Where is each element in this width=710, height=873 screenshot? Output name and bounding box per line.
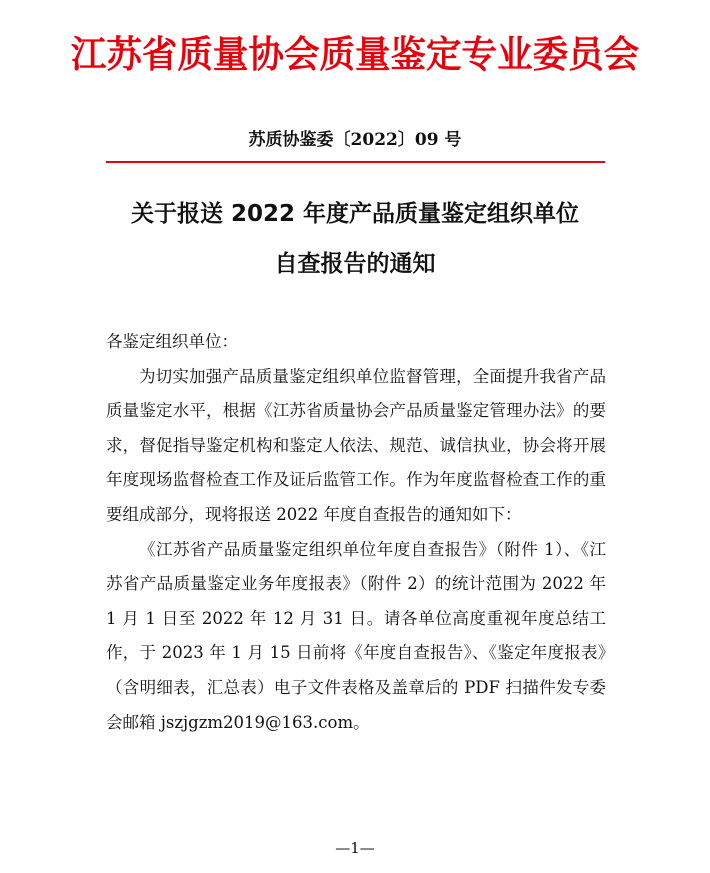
organization-header: 江苏省质量协会质量鉴定专业委员会 bbox=[70, 33, 640, 76]
document-title-line-1: 关于报送 2022 年度产品质量鉴定组织单位 bbox=[130, 201, 580, 227]
document-number: 苏质协鉴委〔2022〕09 号 bbox=[248, 130, 462, 150]
document-title bbox=[0, 189, 710, 289]
red-divider-line bbox=[106, 161, 605, 163]
document-body bbox=[106, 325, 606, 740]
body-paragraph-2: 《江苏省产品质量鉴定组织单位年度自查报告》（附件 1）、《江苏省产品质量鉴定业务年度报表》（附件 2）的统计范围为 2022 年 1 月 1 日至 2022 年 12 月 31 日。请各单位高度重视年度总结工作，于 2023 年 1 月 15 日前将《年度自查报告》、《鉴定年度报表》（含明细表，汇总表）电子文件表格及盖章后的 PDF 扫描件发专委会邮箱 jszjgzm2019@163.com。 bbox=[106, 539, 606, 732]
salutation: 各鉴定组织单位： bbox=[106, 332, 238, 351]
body-paragraph-1: 为切实加强产品质量鉴定组织单位监督管理，全面提升我省产品质量鉴定水平，根据《江苏省质量协会产品质量鉴定管理办法》的要求，督促指导鉴定机构和鉴定人依法、规范、诚信执业，协会将开展年度现场监督检查工作及证后监管工作。作为年度监督检查工作的重要组成部分，现将报送 2022 年度自查报告的通知如下： bbox=[106, 366, 606, 524]
page-number: —1— bbox=[335, 839, 375, 857]
document-title-line-2: 自查报告的通知 bbox=[274, 251, 436, 277]
